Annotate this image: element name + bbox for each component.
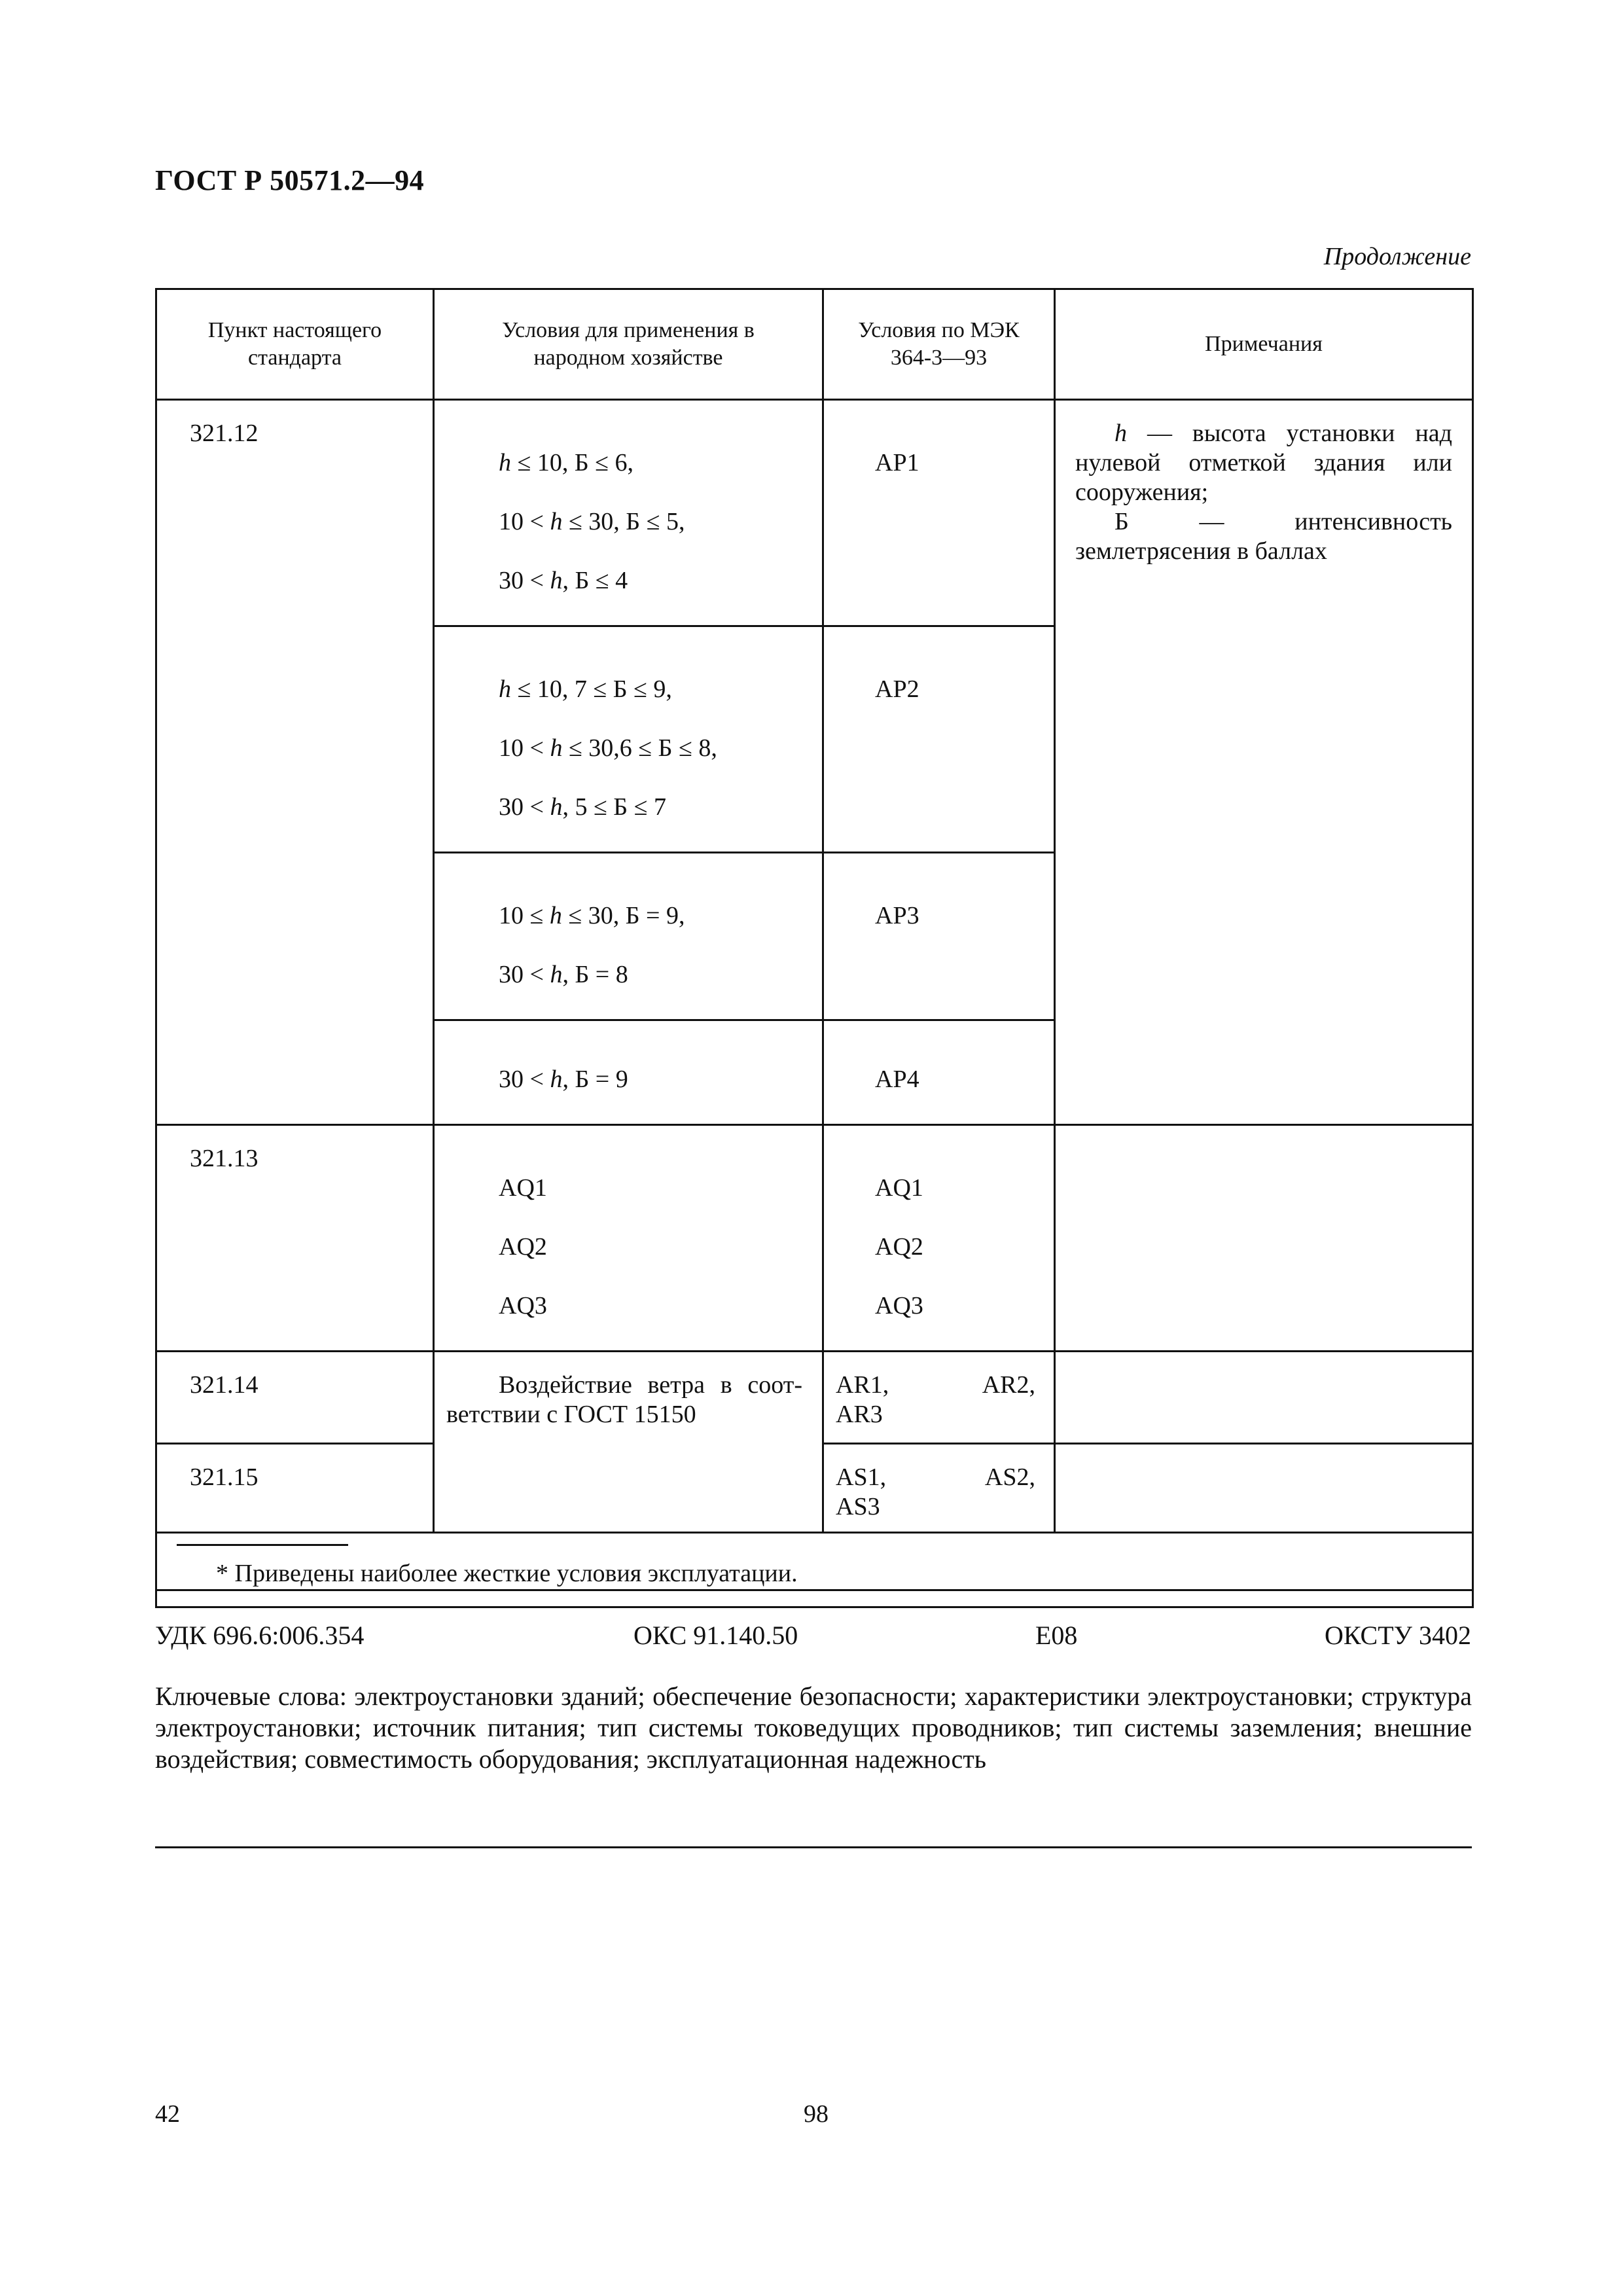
iec-code: AR3: [836, 1401, 883, 1428]
continuation-label: Продолжение: [1323, 243, 1471, 270]
iec-code: AP2: [875, 675, 919, 703]
okstu-code: ОКСТУ 3402: [1324, 1621, 1471, 1650]
iec-code: AS1, AS2,: [836, 1463, 1035, 1491]
clause-cell: 321.15: [156, 1444, 434, 1533]
iec-code: AQ1: [875, 1174, 923, 1202]
table-row: [156, 1352, 1473, 1444]
condition-line: Воздействие ветра в соот-: [499, 1371, 802, 1399]
notes-cell-empty: [1055, 1444, 1473, 1533]
iec-code: AP3: [875, 902, 919, 929]
iec-code: AR1, AR2,: [836, 1371, 1035, 1399]
iec-cell: [823, 1125, 1055, 1352]
condition-line: 10 < h ≤ 30,6 ≤ Б ≤ 8,: [499, 734, 717, 762]
condition-line: h ≤ 10, Б ≤ 6,: [499, 449, 634, 476]
table-row: [156, 1125, 1473, 1352]
condition-line: ветствии с ГОСТ 15150: [446, 1401, 696, 1428]
condition-line: 30 < h, 5 ≤ Б ≤ 7: [499, 793, 666, 821]
category-code: Е08: [1035, 1621, 1078, 1650]
iec-code: AP1: [875, 449, 919, 476]
footnote-row: [156, 1533, 1473, 1607]
iec-code: AQ2: [875, 1233, 923, 1261]
footnote-text: * Приведены наиболее жесткие условия эксплуатации.: [216, 1560, 798, 1587]
condition-cell: [434, 400, 823, 626]
condition-line: 30 < h, Б = 8: [499, 961, 628, 988]
condition-line: 30 < h, Б ≤ 4: [499, 567, 628, 594]
condition-line: AQ2: [499, 1233, 547, 1261]
notes-cell-empty: [1055, 1125, 1473, 1352]
conditions-table: [155, 288, 1474, 1608]
condition-line: 30 < h, Б = 9: [499, 1066, 628, 1093]
condition-cell: [434, 853, 823, 1020]
iec-cell: [823, 400, 1055, 626]
iec-cell: [823, 1352, 1055, 1444]
iec-code: AP4: [875, 1066, 919, 1093]
table-row: [156, 400, 1473, 626]
condition-cell-wind: [434, 1352, 823, 1533]
notes-cell: [1055, 400, 1473, 1125]
udc-code: УДК 696.6:006.354: [155, 1621, 365, 1650]
oks-code: ОКС 91.140.50: [633, 1621, 798, 1650]
iec-code: AS3: [836, 1493, 880, 1520]
table-header-row: [156, 289, 1473, 400]
iec-cell: [823, 626, 1055, 853]
iec-cell: [823, 1020, 1055, 1125]
notes-cell-empty: [1055, 1352, 1473, 1444]
col-header-iec: Условия по МЭК 364-3—93: [823, 289, 1055, 400]
col-header-clause: Пункт настоящего стандарта: [156, 289, 434, 400]
clause-cell: 321.13: [156, 1125, 434, 1352]
divider-top: [155, 1589, 1472, 1591]
iec-code: AQ3: [875, 1292, 923, 1319]
condition-cell: [434, 1020, 823, 1125]
note-b: Б — интенсивность землетрясения в баллах: [1075, 508, 1452, 565]
condition-cell: [434, 1125, 823, 1352]
condition-line: 10 ≤ h ≤ 30, Б = 9,: [499, 902, 685, 929]
footnote-cell: [156, 1533, 1473, 1607]
condition-line: AQ1: [499, 1174, 547, 1202]
keywords-paragraph: Ключевые слова: электроустановки зданий; обеспечение безопасности; характеристики электроустановки; структура электроустановки; источник питания; тип системы токоведущих проводников; тип системы заземления; внешние воздействия; совместимость оборудования; эксплуатационная надежность: [155, 1681, 1472, 1774]
col-header-conditions: Условия для применения в народном хозяйстве: [434, 289, 823, 400]
footnote-divider: [177, 1544, 348, 1546]
col-header-notes: Примечания: [1055, 289, 1473, 400]
document-id: ГОСТ Р 50571.2—94: [155, 164, 425, 196]
iec-cell: [823, 1444, 1055, 1533]
condition-line: AQ3: [499, 1292, 547, 1319]
condition-line: h ≤ 10, 7 ≤ Б ≤ 9,: [499, 675, 672, 703]
note-h: h — высота установки над нулевой отметкой здания или сооружения;: [1075, 420, 1452, 506]
condition-line: 10 < h ≤ 30, Б ≤ 5,: [499, 508, 685, 535]
clause-cell: 321.14: [156, 1352, 434, 1444]
condition-cell: [434, 626, 823, 853]
clause-cell: 321.12: [156, 400, 434, 1125]
iec-cell: [823, 853, 1055, 1020]
divider-bottom: [155, 1846, 1472, 1848]
page-number-left: 42: [155, 2100, 180, 2128]
page-number-center: 98: [804, 2100, 829, 2128]
